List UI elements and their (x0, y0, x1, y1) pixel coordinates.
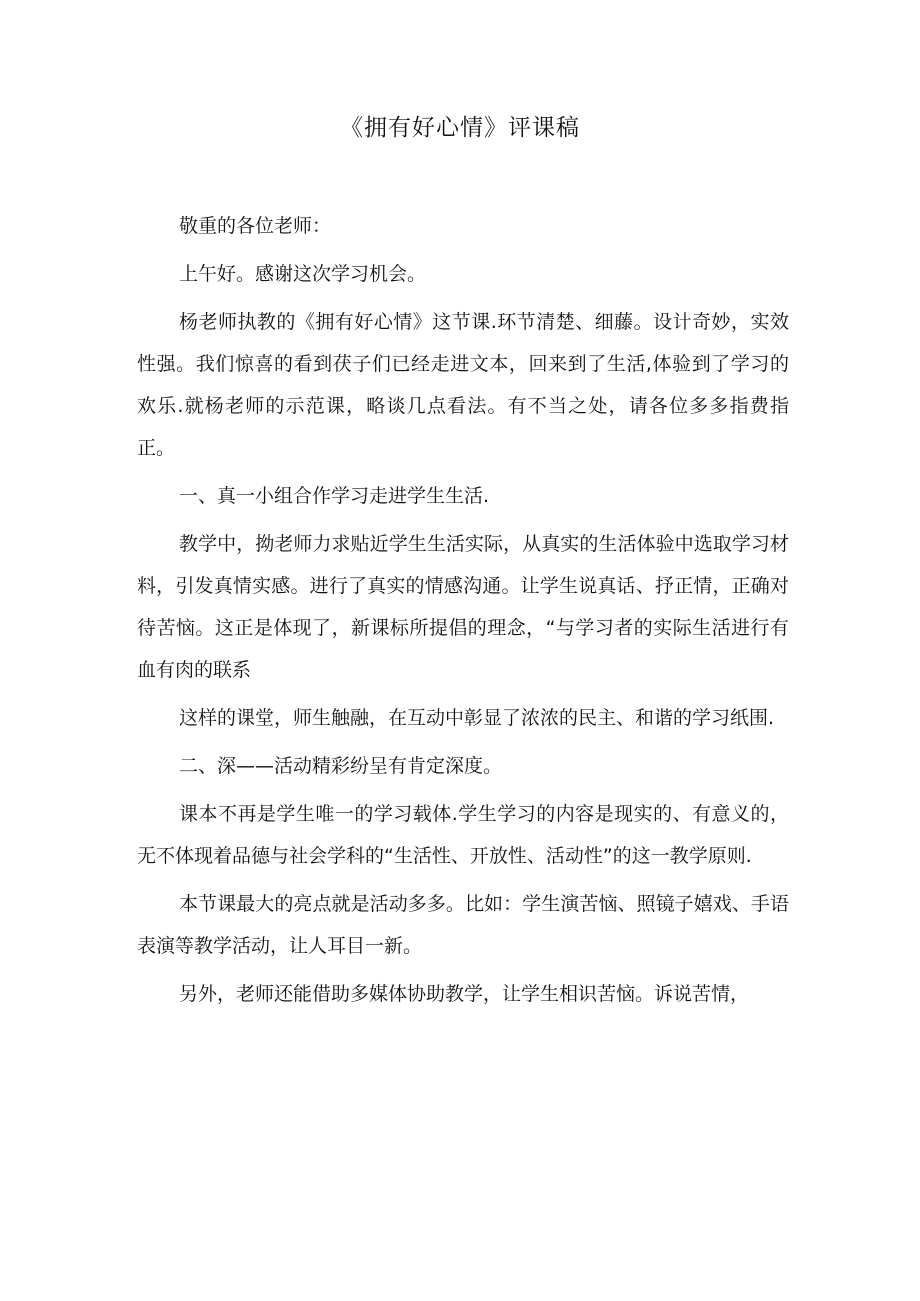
paragraph-intro: 杨老师执教的《拥有好心情》这节课.环节清楚、细藤。设计奇妙，实效性强。我们惊喜的看到茯子们已经走进文本，回来到了生活,体验到了学习的欢乐.就杨老师的示范课，略谈几点看法。有不当之处，请各位多多指费指正。 (137, 311, 789, 459)
paragraph-section-1: 教学中，拗老师力求贴近学生生活实际，从真实的生活体验中选取学习材料，引发真情实感。进行了真实的情感沟通。让学生说真话、抒正情，正确对待苦恼。这正是体现了，新课标所提倡的理念，“与学习者的实际生活进行有血有肉的联系 (137, 533, 789, 681)
document-title: 《拥有好心情》评课稿 (340, 115, 580, 141)
document-body (137, 205, 789, 1021)
paragraph-highlight: 本节课最大的亮点就是活动多多。比如：学生演苦恼、照镜子嬉戏、手语表演等教学活动，让人耳目一新。 (137, 893, 789, 957)
paragraph-thanks: 上午好。感谢这次学习机会。 (179, 263, 427, 285)
section-heading-1: 一、真一小组合作学习走进学生生活. (179, 485, 490, 507)
section-heading-2: 二、深——活动精彩纷呈有肯定深度。 (179, 755, 503, 777)
paragraph-multimedia: 另外，老师还能借助多媒体协助教学，让学生相识苦恼。诉说苦情， (179, 983, 750, 1005)
paragraph-greeting: 敬重的各位老师： (179, 215, 332, 237)
paragraph-classroom: 这样的课堂，师生触融，在互动中彰显了浓浓的民主、和谐的学习纸围. (179, 707, 775, 729)
paragraph-section-2: 课本不再是学生唯一的学习载体.学生学习的内容是现实的、有意义的，无不体现着品德与社会学科的“生活性、开放性、活动性”的这一教学原则. (137, 803, 789, 867)
